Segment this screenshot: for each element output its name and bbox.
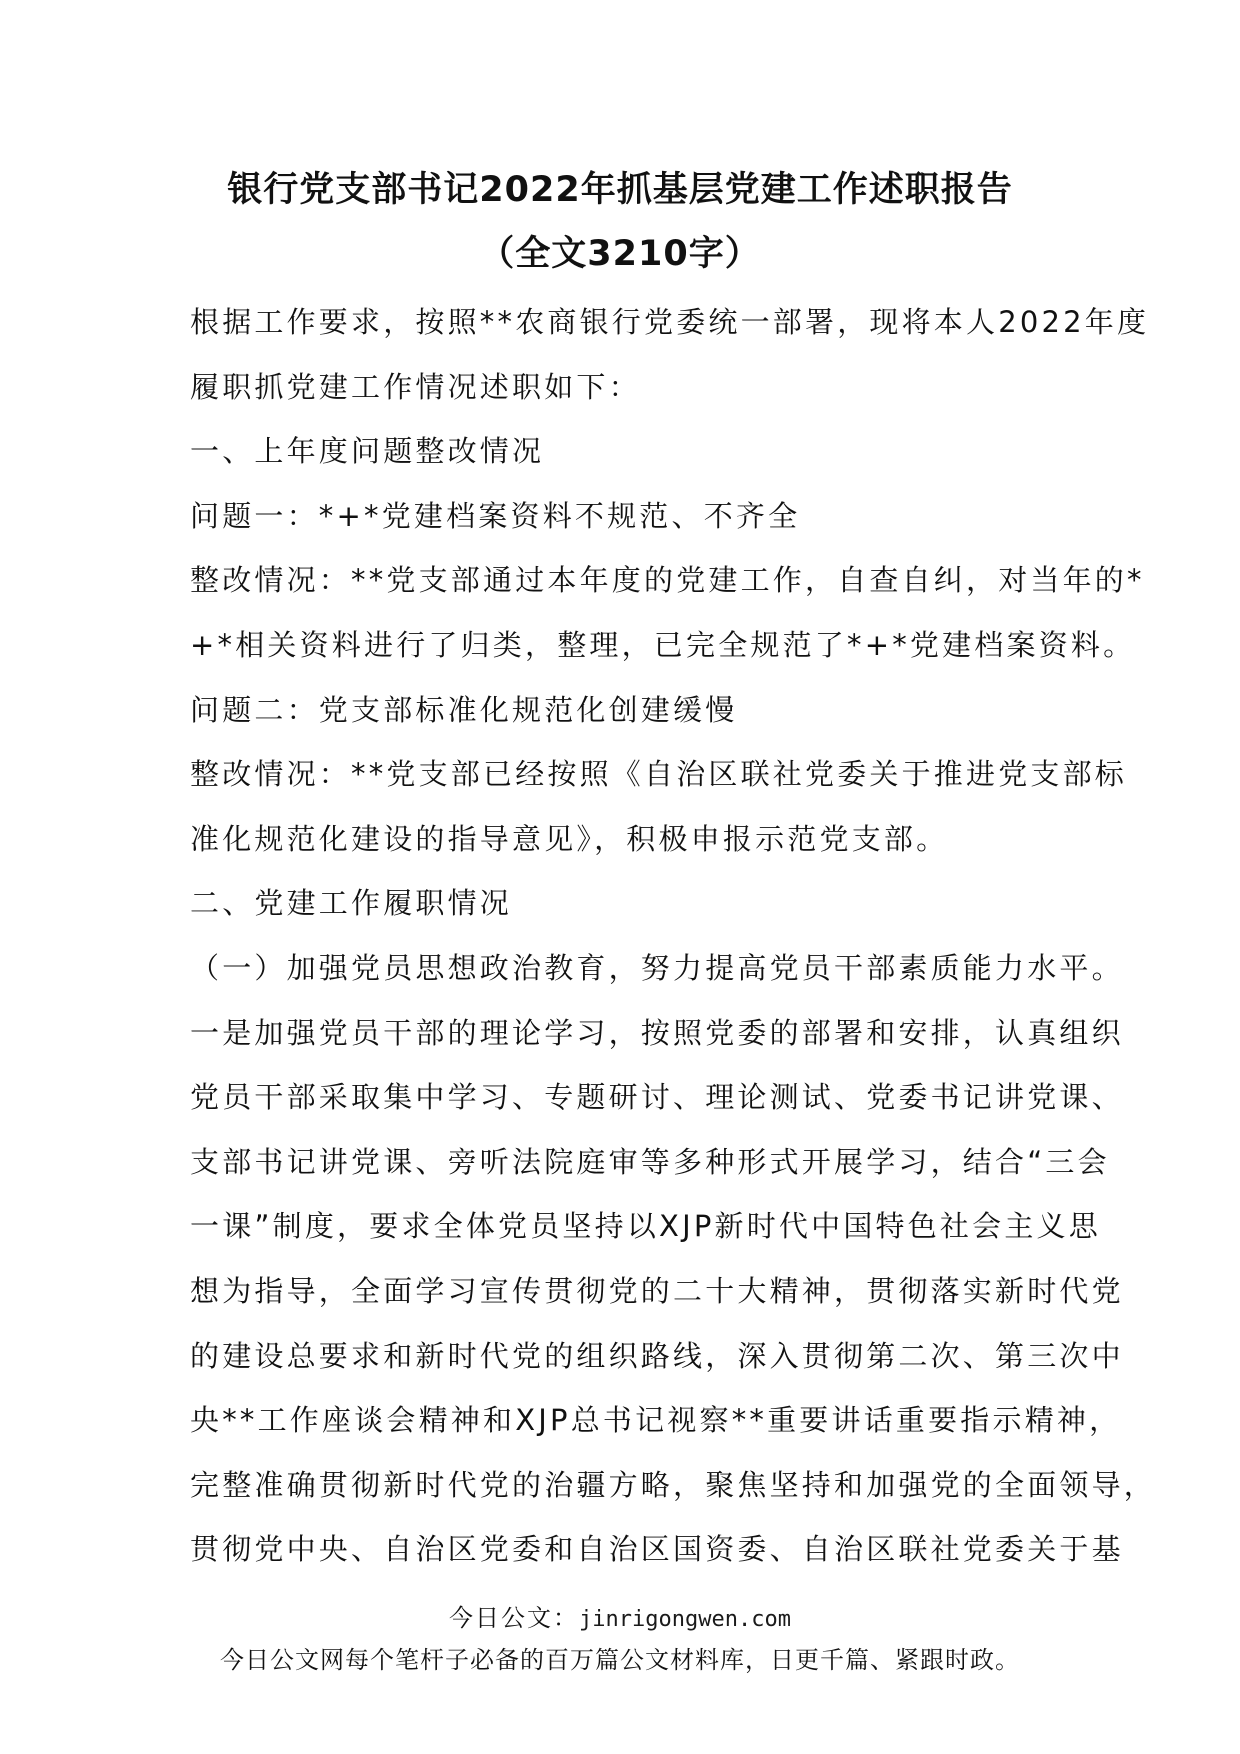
body-line: 整改情况：**党支部已经按照《自治区联社党委关于推进党支部标 [190,757,1128,792]
body-line: 一、上年度问题整改情况 [190,434,545,469]
footer-label: 今日公文： [449,1604,580,1632]
body-line: 央**工作座谈会精神和XJP总书记视察**重要讲话重要指示精神， [190,1403,1122,1438]
body-line: 贯彻党中央、自治区党委和自治区国资委、自治区联社党委关于基 [190,1532,1124,1567]
footer-source [0,1598,1240,1633]
body-line: 履职抓党建工作情况述职如下： [190,369,641,404]
body-line: （一）加强党员思想政治教育，努力提高党员干部素质能力水平。 [190,950,1124,985]
body-line: 二、党建工作履职情况 [190,886,513,921]
body-line: 完整准确贯彻新时代党的治疆方略，聚焦坚持和加强党的全面领导， [190,1467,1157,1502]
document-title: 银行党支部书记2022年抓基层党建工作述职报告 [227,170,1013,210]
document-body [190,290,1157,1582]
body-line: 一是加强党员干部的理论学习，按照党委的部署和安排，认真组织 [190,1015,1124,1050]
footer-slogan: 今日公文网每个笔杆子必备的百万篇公文材料库，日更千篇、紧跟时政。 [220,1646,1020,1674]
body-line: 整改情况：**党支部通过本年度的党建工作，自查自纠，对当年的* [190,563,1145,598]
body-line: 根据工作要求，按照**农商银行党委统一部署，现将本人2022年度 [190,305,1150,339]
body-line: +*相关资料进行了归类，整理，已完全规范了*+*党建档案资料。 [190,627,1136,662]
footer-url-link[interactable]: jinrigongwen.com [579,1607,791,1632]
body-line: 党员干部采取集中学习、专题研讨、理论测试、党委书记讲党课、 [190,1080,1124,1115]
body-line: 的建设总要求和新时代党的组织路线，深入贯彻第二次、第三次中 [190,1338,1124,1373]
document-subtitle: （全文3210字） [479,234,761,274]
body-line: 支部书记讲党课、旁听法院庭审等多种形式开展学习，结合“三会 [190,1144,1110,1179]
body-line: 问题一：*+*党建档案资料不规范、不齐全 [190,498,801,533]
body-line: 准化规范化建设的指导意见》，积极申报示范党支部。 [190,821,949,856]
body-line: 问题二：党支部标准化规范化创建缓慢 [190,692,738,727]
body-line: 一课”制度，要求全体党员坚持以XJP新时代中国特色社会主义思 [190,1209,1101,1244]
body-line: 想为指导，全面学习宣传贯彻党的二十大精神，贯彻落实新时代党 [190,1273,1124,1308]
